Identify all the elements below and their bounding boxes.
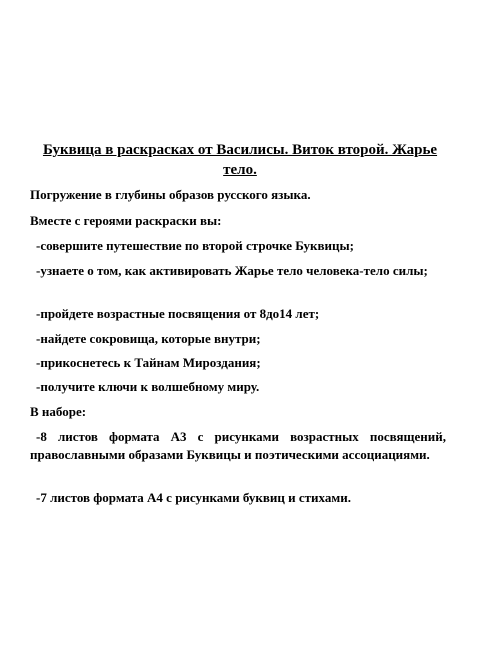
list-item: -узнаете о том, как активировать Жарье тело человека-тело силы;: [36, 263, 428, 278]
list-item: -совершите путешествие по второй строчке Буквицы;: [36, 238, 354, 253]
set-heading: В наборе:: [30, 404, 87, 419]
heroes-lead-text: Вместе с героями раскраски вы:: [30, 213, 222, 228]
document-title: Буквица в раскрасках от Василисы. Виток второй. Жарье тело.: [42, 142, 438, 178]
list-item: -прикоснетесь к Тайнам Мироздания;: [36, 355, 261, 370]
intro-text: Погружение в глубины образов русского языка.: [30, 187, 311, 202]
list-item: -пройдете возрастные посвящения от 8до14 лет;: [36, 306, 320, 321]
list-item: -получите ключи к волшебному миру.: [36, 379, 260, 394]
list-item: -8 листов формата А3 с рисунками возрастных посвящений, православными образами Буквицы и поэтическими ассоциациями.: [30, 429, 446, 462]
list-item: -найдете сокровища, которые внутри;: [36, 331, 261, 346]
list-item: -7 листов формата А4 с рисунками буквиц и стихами.: [36, 490, 351, 505]
